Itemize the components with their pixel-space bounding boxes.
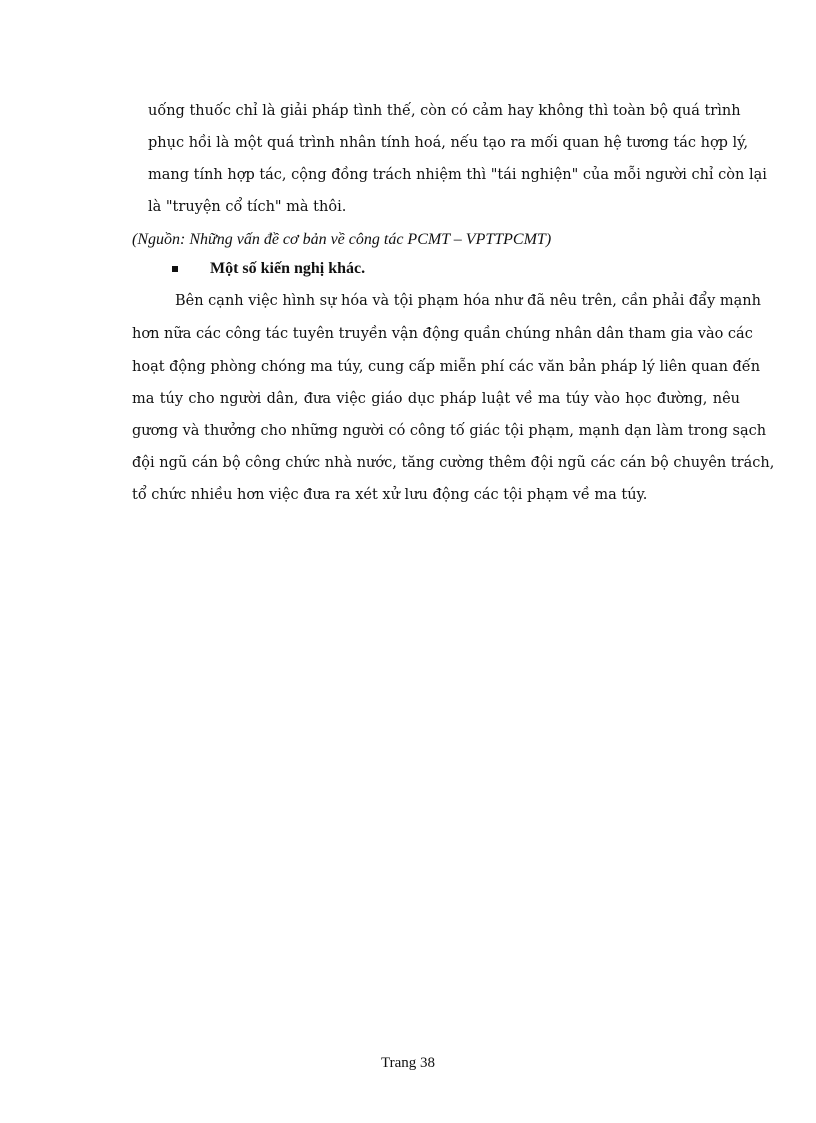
paragraph-line-3: hoạt động phòng chóng ma túy, cung cấp miễn phí các văn bản pháp lý liên quan đến — [132, 359, 761, 375]
paragraph-line-1: Bên cạnh việc hình sự hóa và tội phạm hóa như đã nêu trên, cần phải đẩy mạnh — [175, 293, 761, 309]
page-number: Trang 38 — [380, 1055, 436, 1071]
square-bullet-icon — [172, 266, 178, 272]
source-note: (Nguồn: Những vấn đề cơ bản về công tác PCMT – VPTTPCMT) — [132, 231, 552, 248]
section-heading: Một số kiến nghị khác. — [210, 260, 366, 277]
paragraph-line-7: tổ chức nhiều hơn việc đưa ra xét xử lưu động các tội phạm về ma túy. — [132, 487, 648, 503]
paragraph-line-2: hơn nữa các công tác tuyên truyền vận động quần chúng nhân dân tham gia vào các — [132, 326, 753, 342]
quote-line-1: uống thuốc chỉ là giải pháp tình thế, còn có cảm hay không thì toàn bộ quá trình — [148, 103, 741, 119]
quote-line-2: phục hồi là một quá trình nhân tính hoá, nếu tạo ra mối quan hệ tương tác hợp lý, — [148, 135, 749, 151]
paragraph-line-6: đội ngũ cán bộ công chức nhà nước, tăng cường thêm đội ngũ các cán bộ chuyên trách, — [132, 455, 775, 471]
quote-line-3: mang tính hợp tác, cộng đồng trách nhiệm thì "tái nghiện" của mỗi người chỉ còn lại — [148, 167, 767, 183]
paragraph-line-5: gương và thưởng cho những người có công tố giác tội phạm, mạnh dạn làm trong sạch — [132, 423, 767, 439]
paragraph-line-4: ma túy cho người dân, đưa việc giáo dục pháp luật về ma túy vào học đường, nêu — [132, 391, 740, 407]
quote-line-4: là "truyện cổ tích" mà thôi. — [148, 199, 347, 215]
